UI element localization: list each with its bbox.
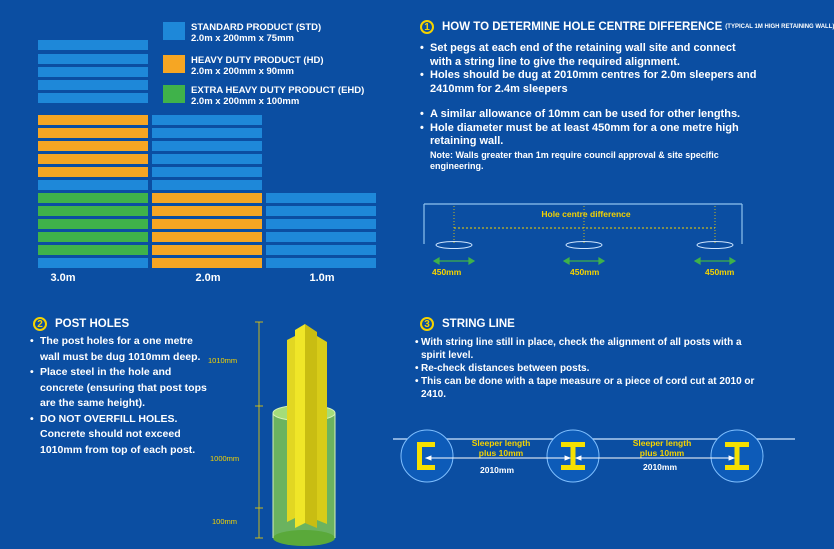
sleeper-ehd <box>38 206 148 216</box>
legend-size-hd: 2.0m x 200mm x 90mm <box>191 66 294 77</box>
section1-bullet: • Hole diameter must be at least 450mm for a one metre high retaining wall. <box>420 122 760 149</box>
sleeper-value-2: 2010mm <box>643 462 678 472</box>
hole-diameter-label: 450mm <box>432 267 462 277</box>
section3-title: STRING LINE <box>442 318 515 330</box>
sleeper-hd <box>152 232 262 242</box>
section1-number: 1 <box>420 20 434 34</box>
sleeper-value-1: 2010mm <box>480 465 515 475</box>
wall-height-label-3m: 3.0m <box>50 272 76 284</box>
section2-bullet: • The post holes for a one metre wall must be dug 1010mm deep. <box>30 334 210 365</box>
sleeper-ehd <box>38 193 148 203</box>
sleeper-std <box>152 180 262 190</box>
section1-note-text: Walls greater than 1m require council approval & site specific engineering. <box>430 149 719 171</box>
section2-bullet: • Place steel in the hole and concrete (ensuring that post tops are the same height). <box>30 365 210 412</box>
sleeper-ehd <box>38 232 148 242</box>
sleeper-std <box>152 154 262 164</box>
sleeper-std <box>152 167 262 177</box>
sleeper-hd <box>152 219 262 229</box>
section1-title-sub: (TYPICAL 1M HIGH RETAINING WALL) <box>725 24 834 30</box>
section3-bullet: • Re-check distances between posts. <box>415 362 760 375</box>
section3-body <box>415 336 760 401</box>
wall-height-label-1m: 1.0m <box>309 272 335 284</box>
sleeper-hd <box>38 167 148 177</box>
sleeper-std <box>266 193 376 203</box>
sleeper-hd <box>152 206 262 216</box>
section2-heading <box>33 317 129 331</box>
section1-note-label: Note: <box>430 149 453 160</box>
sleeper-std <box>266 245 376 255</box>
wall-height-label-2m: 2.0m <box>195 272 221 284</box>
sleeper-hd <box>38 115 148 125</box>
section1-bullet: • A similar allowance of 10mm can be used for other lengths. <box>420 108 760 122</box>
section3-number: 3 <box>420 317 434 331</box>
sleeper-std <box>38 93 148 103</box>
section3-bullet: • With string line still in place, check the alignment of all posts with a spirit level. <box>415 336 760 362</box>
sleeper-length-label-2: Sleeper length plus 10mm <box>632 438 692 458</box>
section3-bullet: • This can be done with a tape measure or a piece of cord cut at 2010 or 2410. <box>415 375 760 401</box>
section2-number: 2 <box>33 317 47 331</box>
sleeper-std <box>266 232 376 242</box>
sleeper-length-label-1: Sleeper length plus 10mm <box>471 438 531 458</box>
post-hole-diagram <box>255 318 375 549</box>
section1-note <box>420 150 760 172</box>
sleeper-std <box>38 67 148 77</box>
section2-body <box>30 334 210 458</box>
section3-heading <box>420 317 515 331</box>
section1-title: HOW TO DETERMINE HOLE CENTRE DIFFERENCE <box>442 21 723 33</box>
sleeper-hd <box>38 141 148 151</box>
sleeper-hd <box>152 258 262 268</box>
sleeper-std <box>38 54 148 64</box>
section2-title: POST HOLES <box>55 318 130 330</box>
base-depth-label: 100mm <box>212 517 238 526</box>
legend-size-std: 2.0m x 200mm x 75mm <box>191 33 294 44</box>
sleeper-std <box>266 258 376 268</box>
hole-depth-label: 1000mm <box>210 454 240 463</box>
sleeper-std <box>266 206 376 216</box>
sleeper-std <box>38 80 148 90</box>
sleeper-ehd <box>38 245 148 255</box>
steel-post <box>295 324 305 528</box>
sleeper-std <box>38 258 148 268</box>
hole-diameter-label: 450mm <box>705 267 735 277</box>
sleeper-std <box>152 115 262 125</box>
sleeper-std <box>38 180 148 190</box>
sleeper-std <box>152 128 262 138</box>
hole-centre-label: Hole centre difference <box>541 209 631 219</box>
sleeper-hd <box>152 193 262 203</box>
string-line-diagram <box>393 425 795 489</box>
sleeper-std <box>152 141 262 151</box>
section1-bullet: • Set pegs at each end of the retaining wall site and connect with a string line to give the required alignment. <box>420 42 760 69</box>
section1-body <box>420 42 760 172</box>
legend-title-std: STANDARD PRODUCT (STD) <box>191 22 322 33</box>
legend-title-hd: HEAVY DUTY PRODUCT (HD) <box>191 55 324 66</box>
sleeper-ehd <box>38 219 148 229</box>
legend-size-ehd: 2.0m x 200mm x 100mm <box>191 96 300 107</box>
legend-title-ehd: EXTRA HEAVY DUTY PRODUCT (EHD) <box>191 85 365 96</box>
sleeper-hd <box>152 245 262 255</box>
section2-bullet: • DO NOT OVERFILL HOLES. Concrete should not exceed 1010mm from top of each post. <box>30 412 210 459</box>
section1-heading <box>420 20 834 34</box>
sleeper-stack-chart <box>0 0 400 300</box>
sleeper-hd <box>38 128 148 138</box>
sleeper-std <box>38 40 148 50</box>
sleeper-std <box>266 219 376 229</box>
sleeper-hd <box>38 154 148 164</box>
section1-bullet: • Holes should be dug at 2010mm centres for 2.0m sleepers and 2410mm for 2.4m sleepers <box>420 69 760 96</box>
hole-diameter-label: 450mm <box>570 267 600 277</box>
post-length-label: 1010mm <box>208 356 238 365</box>
